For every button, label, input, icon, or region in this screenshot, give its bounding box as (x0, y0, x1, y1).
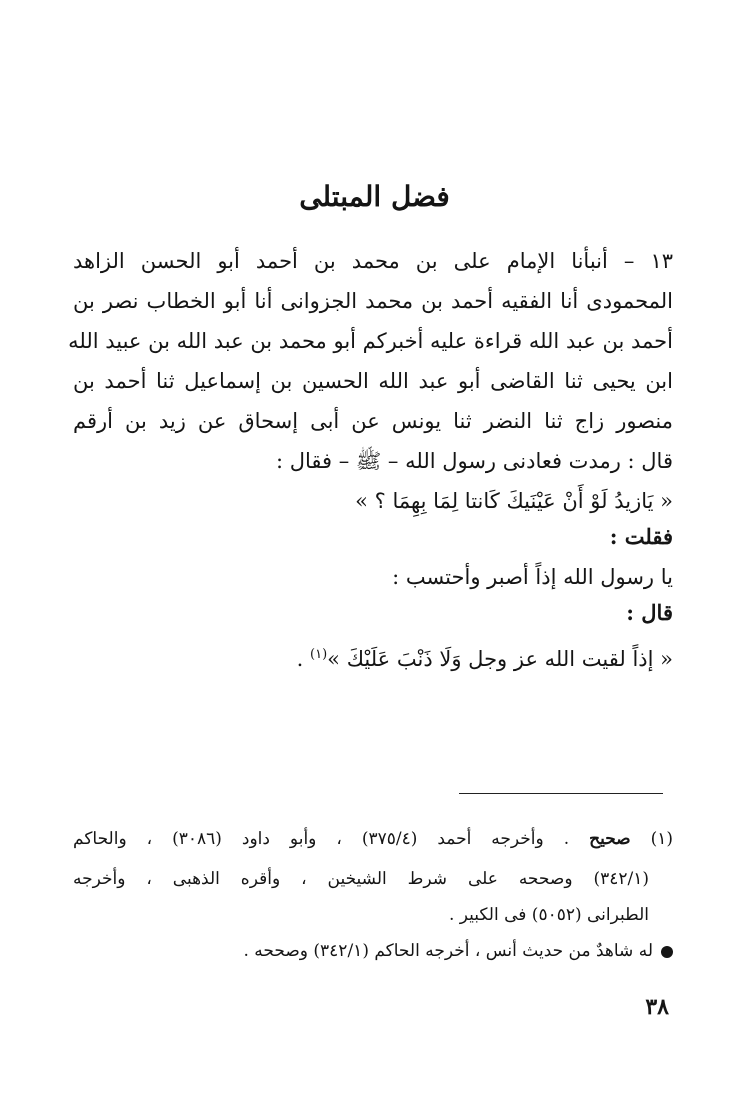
footnote-bullet-line (73, 938, 673, 964)
body-line-faqultu: فقلت : (609, 524, 673, 549)
body-line-2: المحمودى أنا الفقيه أحمد بن محمد الجزوانى أنا أبو الخطاب نصر بن (73, 289, 673, 313)
footnote-number: (١) (650, 829, 674, 849)
body-line-5: منصور زاج ثنا النضر ثنا يونس عن أبى إسحاق عن زيد بن أرقم (73, 409, 673, 433)
footnote-line-1 (73, 826, 673, 852)
body-line-reply: يا رسول الله إذاً أصبر وأحتسب : (392, 565, 673, 589)
footnote-grade: صحيح (589, 829, 631, 849)
body-line-6: قال : رمدت فعادنى رسول الله – ﷺ – فقال : (275, 449, 673, 473)
bullet-icon (661, 946, 673, 958)
footnote-bullet-text: له شاهدٌ من حديث أنس ، أخرجه الحاكم (٣٤٢/١) وصححه . (243, 941, 653, 961)
footnote-line-3: الطبرانى (٥٠٥٢) فى الكبير . (448, 905, 649, 925)
hadith-quote-2 (73, 640, 673, 674)
footnote-separator (459, 793, 663, 794)
body-line-4: ابن يحيى ثنا القاضى أبو عبد الله الحسين بن إسماعيل ثنا أحمد بن (73, 369, 673, 393)
period: . (296, 647, 304, 671)
body-line-1: ١٣ – أنبأنا الإمام على بن محمد بن أحمد أبو الحسن الزاهد (73, 249, 673, 273)
page-title: فضل المبتلى (299, 180, 450, 213)
footnote-line-1-rest: . وأخرجه أحمد (٣٧٥/٤) ، وأبو داود (٣٠٨٦) ، والحاكم (73, 829, 570, 849)
page-number: ٣٨ (645, 994, 669, 1020)
hadith-quote-2-text: « إذاً لقيت الله عز وجل وَلَا ذَنْبَ عَلَيْكَ » (327, 647, 673, 671)
hadith-quote-1: « يَازيدُ لَوْ أَنْ عَيْنَيكَ كَانتا لِمَا بِهِمَا ؟ » (355, 489, 673, 513)
body-line-qala: قال : (626, 600, 673, 625)
footnote-marker: (١) (310, 647, 328, 662)
footnote-line-2: (٣٤٢/١) وصححه على شرط الشيخين ، وأقره الذهبى ، وأخرجه (73, 869, 649, 889)
body-line-3: أحمد بن عبد الله قراءة عليه أخبركم أبو محمد بن عبد الله بن عبيد الله (68, 329, 673, 353)
